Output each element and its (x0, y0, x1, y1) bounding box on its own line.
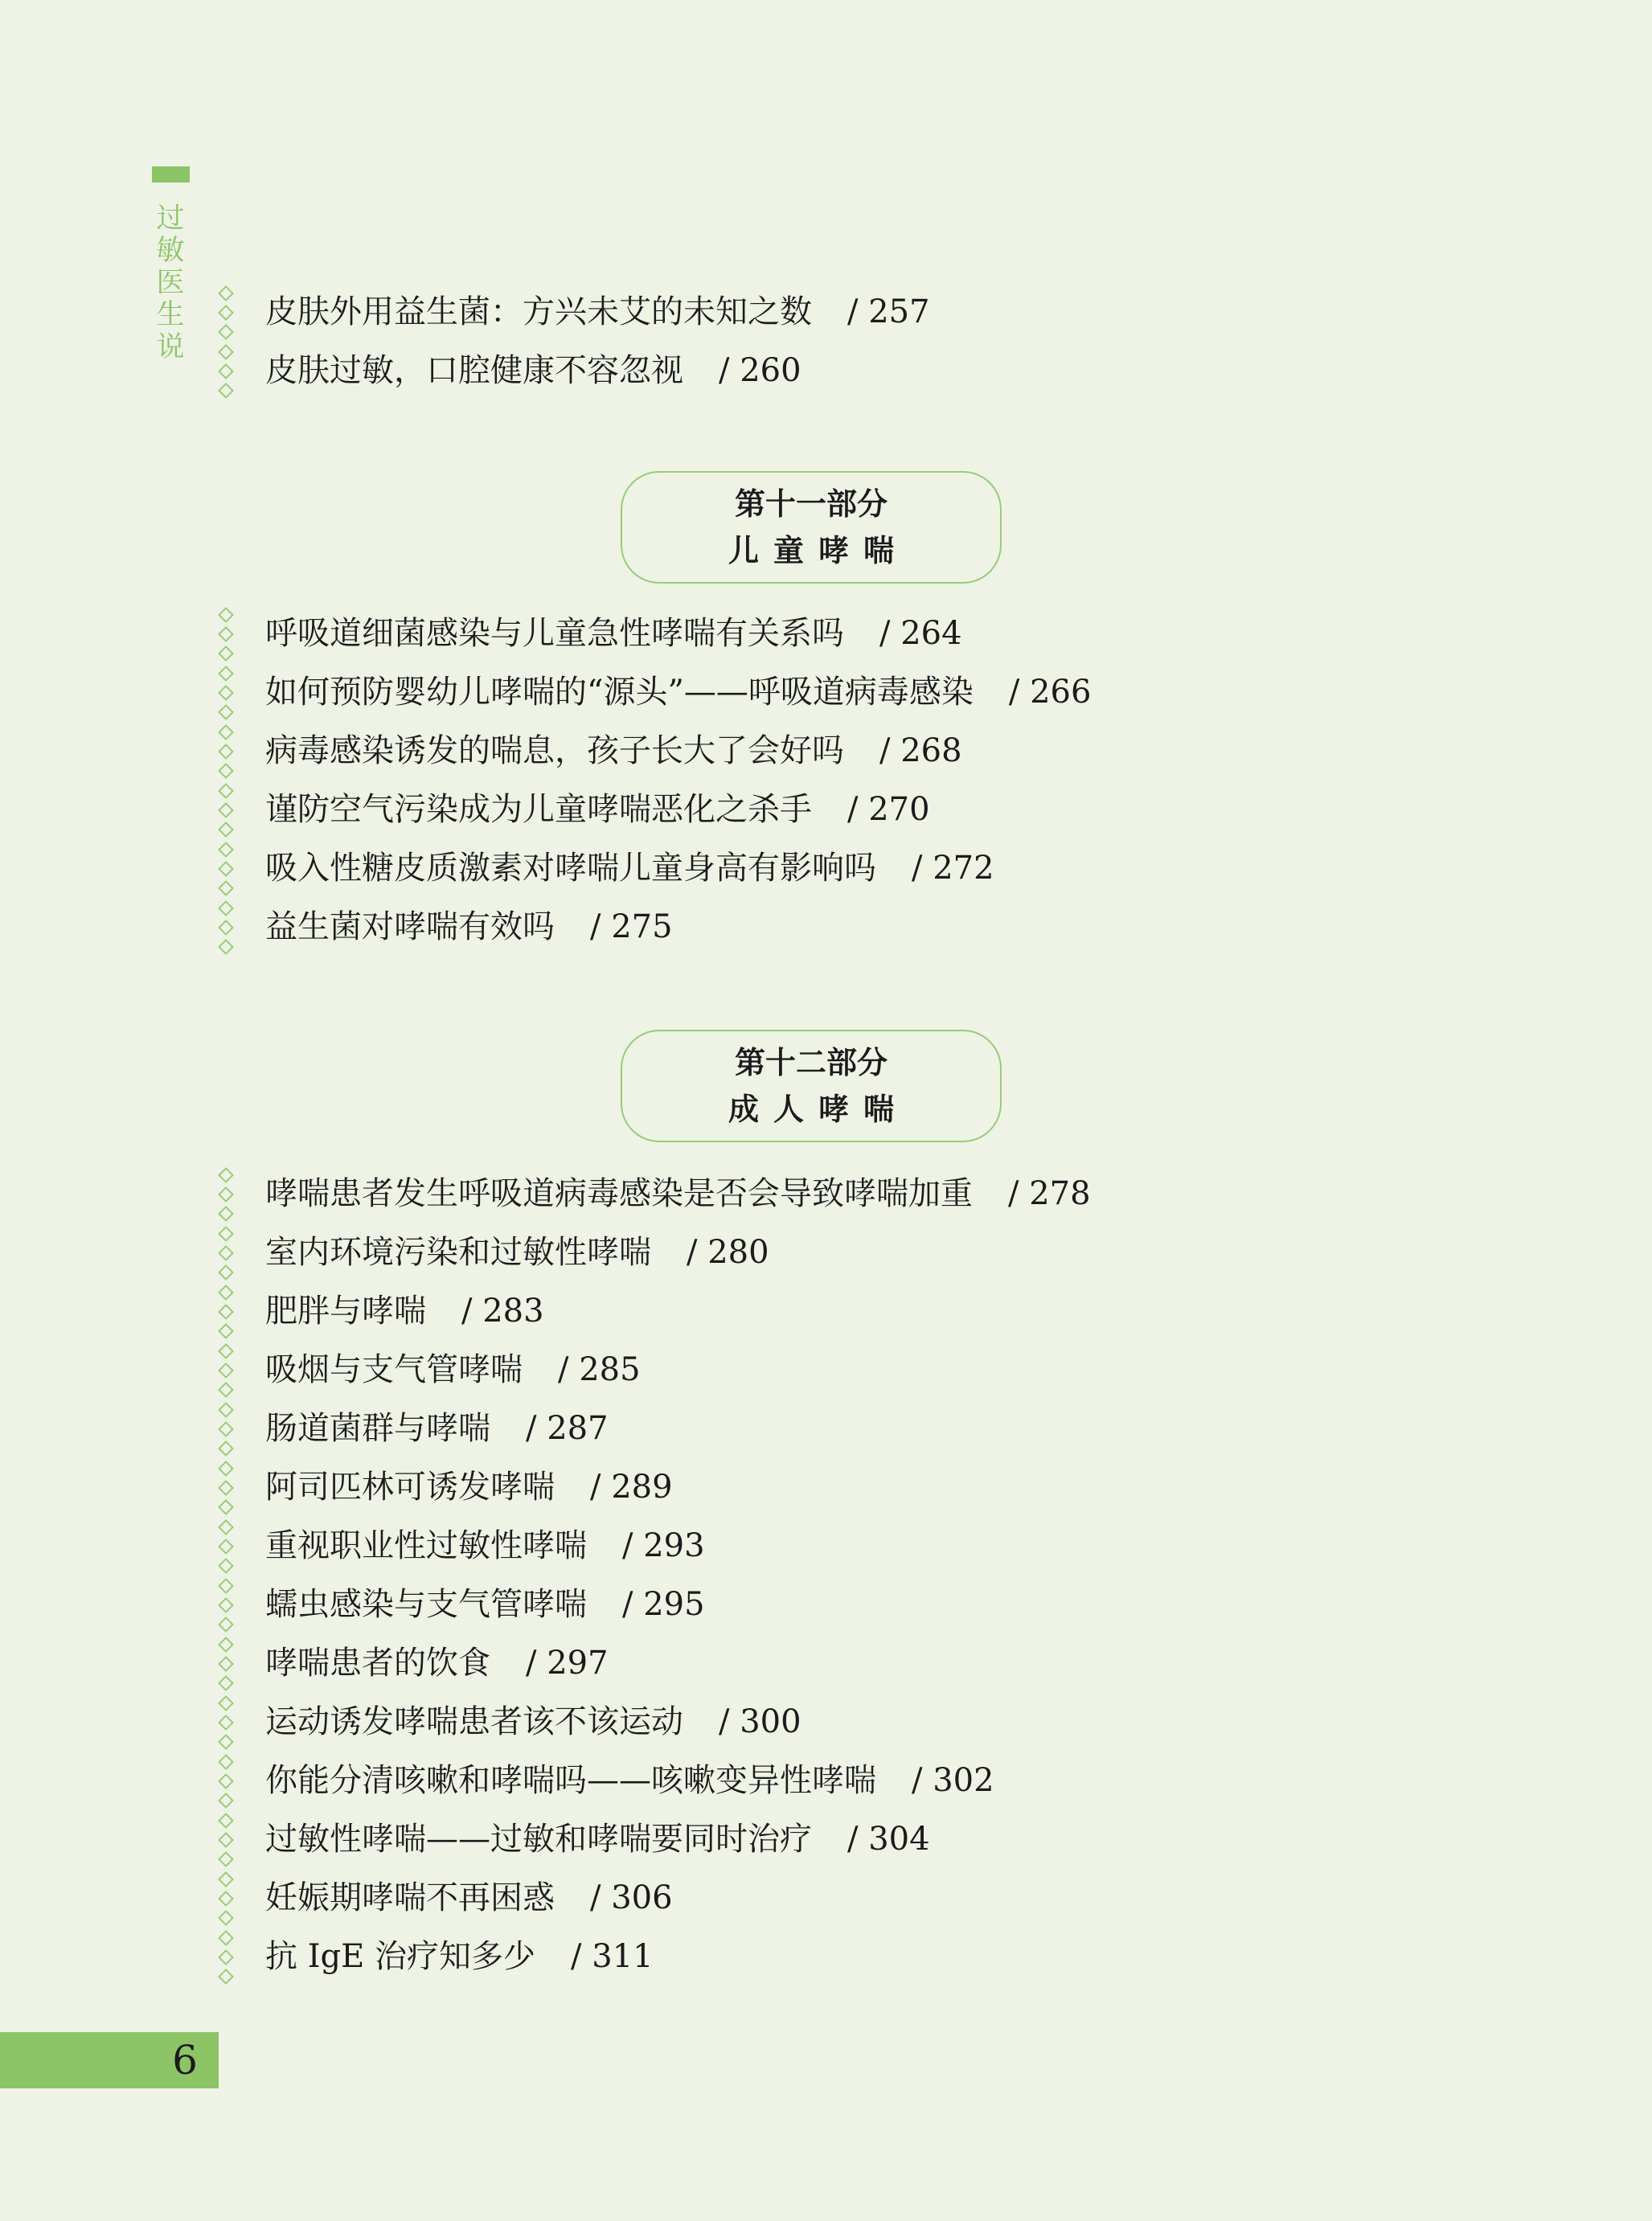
entry-title: 呼吸道细菌感染与儿童急性哮喘有关系吗 (265, 615, 844, 652)
entry-title: 皮肤外用益生菌：方兴未艾的未知之数 (265, 293, 812, 330)
toc-entry[interactable] (219, 1282, 1585, 1341)
toc-entry[interactable] (219, 1752, 1585, 1810)
diamond-bullet-icon (219, 342, 235, 400)
toc-entry[interactable] (219, 898, 1585, 957)
entry-title: 谨防空气污染成为儿童哮喘恶化之杀手 (265, 791, 812, 828)
entry-page: / 266 (1008, 674, 1092, 711)
entry-page: / 260 (719, 352, 801, 389)
entry-title: 妊娠期哮喘不再困惑 (265, 1879, 555, 1916)
toc-list-part12 (219, 1165, 1585, 1986)
entry-page: / 302 (912, 1762, 994, 1799)
diamond-bullet-icon (219, 1576, 235, 1634)
diamond-bullet-icon (219, 839, 235, 898)
entry-title: 蠕虫感染与支气管哮喘 (265, 1586, 587, 1623)
part-number: 第十二部分 (734, 1045, 887, 1080)
toc-entry[interactable] (219, 1693, 1585, 1752)
page-number: 6 (172, 2037, 198, 2084)
toc-entry[interactable] (219, 1634, 1585, 1693)
toc-entry[interactable] (219, 1223, 1585, 1282)
entry-title: 你能分清咳嗽和哮喘吗——咳嗽变异性哮喘 (265, 1762, 876, 1799)
entry-page: / 280 (687, 1234, 769, 1271)
diamond-bullet-icon (219, 1693, 235, 1752)
entry-page: / 283 (461, 1293, 544, 1330)
part-name: 成人哮喘 (728, 1092, 908, 1127)
toc-entry[interactable] (219, 839, 1585, 898)
diamond-bullet-icon (219, 781, 235, 839)
diamond-bullet-icon (219, 1634, 235, 1693)
entry-title: 病毒感染诱发的喘息，孩子长大了会好吗 (265, 732, 844, 769)
diamond-bullet-icon (219, 604, 235, 663)
toc-entry[interactable] (219, 1869, 1585, 1928)
entry-page: / 272 (912, 850, 994, 887)
entry-title: 皮肤过敏，口腔健康不容忽视 (265, 352, 683, 389)
entry-title: 重视职业性过敏性哮喘 (265, 1527, 587, 1564)
entry-page: / 306 (590, 1879, 673, 1916)
toc-entry[interactable] (219, 1517, 1585, 1576)
book-title-vertical: 过敏医生说 (156, 203, 185, 363)
diamond-bullet-icon (219, 1223, 235, 1282)
entry-page: / 297 (526, 1645, 609, 1682)
diamond-bullet-icon (219, 1928, 235, 1986)
entry-page: / 287 (526, 1410, 609, 1447)
entry-title: 运动诱发哮喘患者该不该运动 (265, 1703, 683, 1740)
entry-page: / 300 (719, 1703, 801, 1740)
diamond-bullet-icon (219, 1165, 235, 1223)
diamond-bullet-icon (219, 663, 235, 722)
part-heading-11 (621, 471, 1002, 584)
toc-entry[interactable] (219, 1576, 1585, 1634)
part-heading-12 (621, 1030, 1002, 1142)
toc-entry[interactable] (219, 1810, 1585, 1869)
entry-title: 抗 IgE 治疗知多少 (265, 1938, 536, 1975)
entry-page: / 304 (847, 1821, 930, 1858)
part-number: 第十一部分 (734, 486, 887, 522)
entry-page: / 295 (622, 1586, 705, 1623)
diamond-bullet-icon (219, 722, 235, 781)
entry-page: / 275 (590, 908, 673, 945)
diamond-bullet-icon (219, 1810, 235, 1869)
entry-title: 过敏性哮喘——过敏和哮喘要同时治疗 (265, 1821, 812, 1858)
entry-title: 肥胖与哮喘 (265, 1293, 426, 1330)
header-accent-bar (152, 166, 190, 182)
entry-title: 室内环境污染和过敏性哮喘 (265, 1234, 651, 1271)
entry-page: / 270 (847, 791, 930, 828)
entry-page: / 311 (571, 1938, 654, 1975)
entry-title: 肠道菌群与哮喘 (265, 1410, 490, 1447)
entry-page: / 257 (847, 293, 930, 330)
toc-entry[interactable] (219, 781, 1585, 839)
entry-page: / 264 (879, 615, 962, 652)
diamond-bullet-icon (219, 1341, 235, 1399)
entry-title: 吸烟与支气管哮喘 (265, 1351, 523, 1388)
diamond-bullet-icon (219, 1752, 235, 1810)
entry-page: / 293 (622, 1527, 705, 1564)
entry-title: 哮喘患者发生呼吸道病毒感染是否会导致哮喘加重 (265, 1175, 973, 1212)
toc-entry[interactable] (219, 1458, 1585, 1517)
toc-list-part11 (219, 604, 1585, 957)
toc-entry[interactable] (219, 722, 1585, 781)
diamond-bullet-icon (219, 1399, 235, 1458)
entry-page: / 268 (879, 732, 962, 769)
toc-entry[interactable] (219, 604, 1585, 663)
part-name: 儿童哮喘 (728, 533, 908, 568)
diamond-bullet-icon (219, 283, 235, 342)
toc-entry[interactable] (219, 1341, 1585, 1399)
entry-title: 益生菌对哮喘有效吗 (265, 908, 555, 945)
toc-entry[interactable] (219, 283, 1585, 342)
toc-entry[interactable] (219, 1165, 1585, 1223)
toc-entry[interactable] (219, 342, 1585, 400)
diamond-bullet-icon (219, 1869, 235, 1928)
toc-entry[interactable] (219, 1928, 1585, 1986)
entry-title: 吸入性糖皮质激素对哮喘儿童身高有影响吗 (265, 850, 876, 887)
diamond-bullet-icon (219, 1458, 235, 1517)
entry-title: 如何预防婴幼儿哮喘的“源头”——呼吸道病毒感染 (265, 674, 974, 711)
toc-entry[interactable] (219, 663, 1585, 722)
entry-page: / 285 (558, 1351, 641, 1388)
entry-title: 阿司匹林可诱发哮喘 (265, 1469, 555, 1506)
entry-page: / 289 (590, 1469, 673, 1506)
toc-entry[interactable] (219, 1399, 1585, 1458)
entry-page: / 278 (1008, 1175, 1091, 1212)
diamond-bullet-icon (219, 898, 235, 957)
toc-list-top (219, 283, 1585, 400)
diamond-bullet-icon (219, 1517, 235, 1576)
entry-title: 哮喘患者的饮食 (265, 1645, 490, 1682)
diamond-bullet-icon (219, 1282, 235, 1341)
